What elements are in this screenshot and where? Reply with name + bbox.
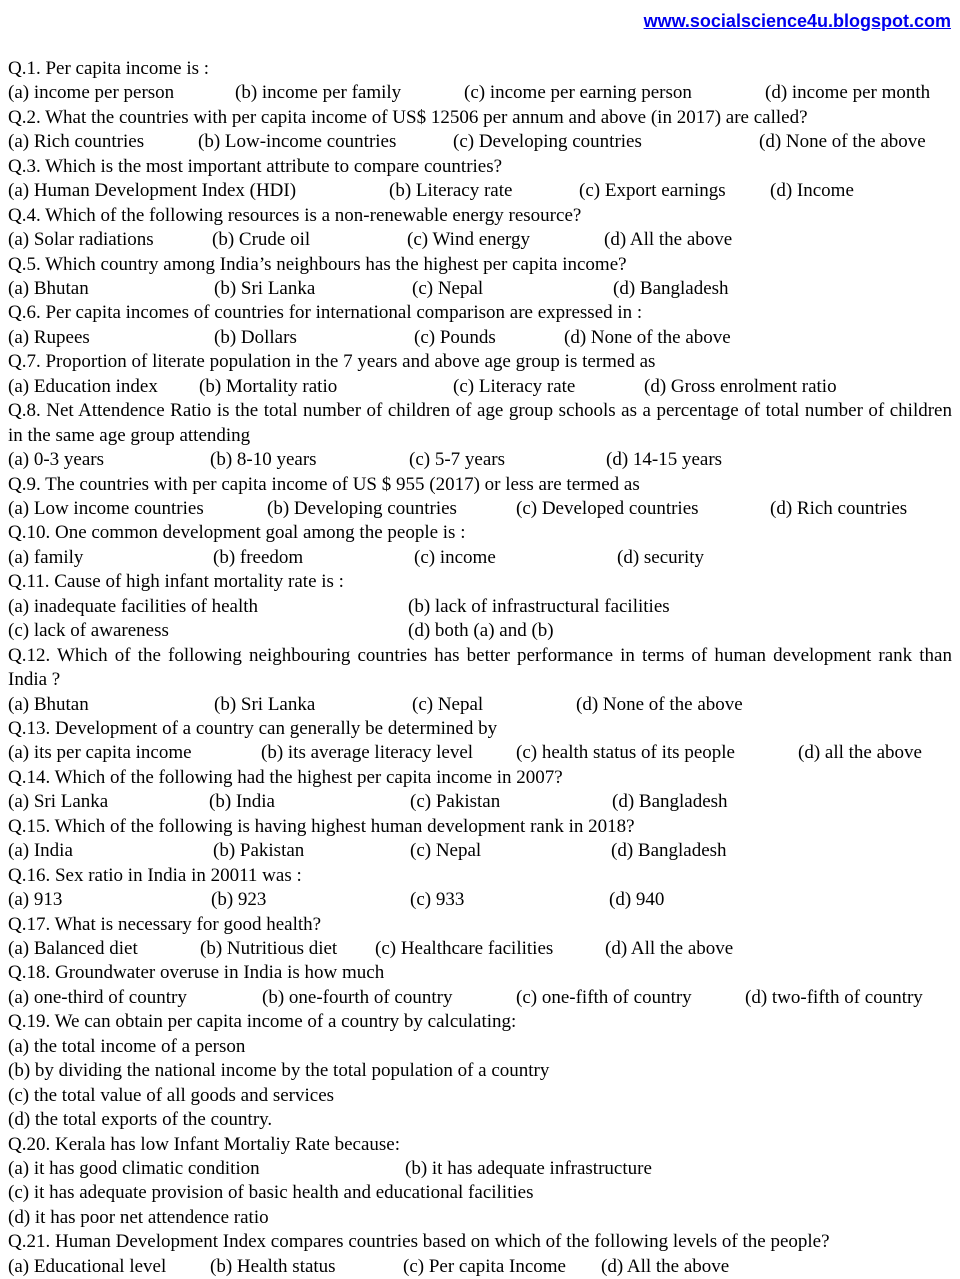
option-a: (a) 913	[8, 889, 63, 911]
option-d: (d) None of the above	[564, 326, 731, 348]
option-d: (d) Bangladesh	[611, 840, 727, 862]
question-16: Q.16. Sex ratio in India in 20011 was :	[8, 864, 302, 886]
option-c: (c) it has adequate provision of basic health and educational facilities	[8, 1182, 534, 1204]
option-b: (b) Crude oil	[212, 229, 311, 251]
option-c: (c) Nepal	[412, 693, 484, 715]
options-9	[8, 497, 952, 521]
option-a: (a) Rupees	[8, 326, 90, 348]
option-d: (d) the total exports of the country.	[8, 1109, 273, 1131]
option-a: (a) its per capita income	[8, 742, 192, 764]
options-15	[8, 839, 952, 863]
question-18: Q.18. Groundwater overuse in India is how much	[8, 962, 385, 984]
option-a: (a) family	[8, 546, 84, 568]
option-a: (a) Bhutan	[8, 693, 89, 715]
site-link[interactable]: www.socialscience4u.blogspot.com	[643, 11, 951, 31]
option-b: (b) lack of infrastructural facilities	[408, 595, 670, 617]
option-b: (b) its average literacy level	[261, 742, 474, 764]
question-1: Q.1. Per capita income is :	[8, 58, 210, 79]
option-a: (a) India	[8, 840, 73, 862]
option-c: (c) Healthcare facilities	[375, 938, 554, 960]
option-b: (b) Health status	[210, 1255, 336, 1277]
question-15: Q.15. Which of the following is having highest human development rank in 2018?	[8, 815, 635, 837]
option-a: (a) income per person	[8, 82, 175, 104]
option-d: (d) Gross enrolment ratio	[644, 375, 837, 397]
options-17	[8, 937, 952, 961]
option-d: (d) All the above	[601, 1255, 730, 1277]
option-a: (a) Rich countries	[8, 131, 145, 153]
option-c: (c) Nepal	[410, 840, 482, 862]
option-a: (a) Education index	[8, 375, 158, 397]
option-a: (a) Solar radiations	[8, 229, 154, 251]
question-4: Q.4. Which of the following resources is a non-renewable energy resource?	[8, 204, 582, 226]
option-d: (d) all the above	[798, 742, 922, 764]
option-a: (a) 0-3 years	[8, 449, 105, 471]
option-b: (b) Developing countries	[267, 498, 457, 520]
options-3	[8, 179, 952, 203]
option-d: (d) Bangladesh	[612, 791, 728, 813]
option-c: (c) the total value of all goods and services	[8, 1084, 335, 1106]
options-1	[8, 81, 952, 105]
option-b: (b) Mortality ratio	[199, 375, 338, 397]
option-c: (c) Export earnings	[579, 180, 726, 202]
options-11-row-2	[8, 619, 952, 643]
question-2: Q.2. What the countries with per capita income of US$ 12506 per annum and above (in 2017) are called?	[8, 106, 808, 128]
question-13: Q.13. Development of a country can generally be determined by	[8, 718, 498, 740]
option-b: (b) Sri Lanka	[214, 278, 316, 300]
question-11: Q.11. Cause of high infant mortality rate is :	[8, 571, 344, 593]
question-7: Q.7. Proportion of literate population in the 7 years and above age group is termed as	[8, 351, 656, 373]
option-d: (d) both (a) and (b)	[408, 620, 554, 642]
question-8: Q.8. Net Attendence Ratio is the total number of children of age group schools as a percentage of total number of children in the same age group attending	[8, 400, 952, 446]
question-list	[8, 57, 952, 1279]
option-b: (b) Nutritious diet	[200, 938, 338, 960]
option-d: (d) it has poor net attendence ratio	[8, 1206, 269, 1228]
option-c: (c) income per earning person	[464, 82, 692, 104]
options-8	[8, 448, 952, 472]
option-b: (b) Dollars	[214, 326, 297, 348]
option-d: (d) All the above	[605, 938, 734, 960]
option-c: (c) 5-7 years	[409, 449, 506, 471]
option-c: (c) Developing countries	[453, 131, 642, 153]
option-d: (d) Bangladesh	[613, 278, 729, 300]
option-d: (d) income per month	[765, 82, 931, 104]
option-c: (c) Pounds	[414, 326, 496, 348]
option-b: (b) by dividing the national income by the total population of a country	[8, 1060, 550, 1082]
option-a: (a) one-third of country	[8, 986, 187, 1008]
option-c: (c) health status of its people	[516, 742, 735, 764]
options-2	[8, 130, 952, 154]
question-19: Q.19. We can obtain per capita income of a country by calculating:	[8, 1011, 517, 1033]
option-b: (b) freedom	[213, 546, 304, 568]
options-20-row-1	[8, 1157, 952, 1181]
options-14	[8, 790, 952, 814]
option-c: (c) Pakistan	[410, 791, 501, 813]
question-21: Q.21. Human Development Index compares countries based on which of the following levels of the people?	[8, 1231, 830, 1253]
option-d: (d) Income	[770, 180, 854, 202]
options-13	[8, 741, 952, 765]
option-a: (a) Sri Lanka	[8, 791, 109, 813]
option-c: (c) lack of awareness	[8, 620, 169, 642]
option-a: (a) Bhutan	[8, 278, 89, 300]
question-5: Q.5. Which country among India’s neighbours has the highest per capita income?	[8, 253, 627, 275]
option-d: (d) 940	[609, 889, 665, 911]
option-b: (b) Sri Lanka	[214, 693, 316, 715]
option-a: (a) Educational level	[8, 1255, 167, 1277]
option-d: (d) two-fifth of country	[745, 986, 923, 1008]
options-7	[8, 375, 952, 399]
options-12	[8, 693, 952, 717]
question-20: Q.20. Kerala has low Infant Mortaliy Rate because:	[8, 1133, 401, 1155]
option-b: (b) income per family	[235, 82, 402, 104]
option-a: (a) the total income of a person	[8, 1035, 246, 1057]
option-a: (a) Low income countries	[8, 498, 204, 520]
options-11-row-1	[8, 595, 952, 619]
option-a: (a) Balanced diet	[8, 938, 138, 960]
option-b: (b) Pakistan	[213, 840, 305, 862]
option-c: (c) Nepal	[412, 278, 484, 300]
option-d: (d) None of the above	[576, 693, 743, 715]
option-a: (a) inadequate facilities of health	[8, 595, 259, 617]
options-16	[8, 888, 952, 912]
option-a: (a) it has good climatic condition	[8, 1158, 260, 1180]
options-6	[8, 326, 952, 350]
option-c: (c) Literacy rate	[453, 375, 576, 397]
option-d: (d) security	[617, 546, 705, 568]
option-c: (c) Wind energy	[407, 229, 531, 251]
option-d: (d) All the above	[604, 229, 733, 251]
options-5	[8, 277, 952, 301]
question-14: Q.14. Which of the following had the highest per capita income in 2007?	[8, 766, 563, 788]
question-3: Q.3. Which is the most important attribute to compare countries?	[8, 155, 503, 177]
option-d: (d) 14-15 years	[606, 449, 723, 471]
options-10	[8, 546, 952, 570]
question-12: Q.12. Which of the following neighbouring countries has better performance in terms of human development rank than India ?	[8, 644, 952, 691]
question-17: Q.17. What is necessary for good health?	[8, 913, 322, 935]
options-18	[8, 986, 952, 1010]
question-6: Q.6. Per capita incomes of countries for international comparison are expressed in :	[8, 302, 643, 324]
option-b: (b) it has adequate infrastructure	[405, 1158, 652, 1180]
option-c: (c) income	[414, 546, 496, 568]
option-b: (b) India	[209, 791, 275, 813]
option-d: (d) Rich countries	[770, 498, 908, 520]
options-21	[8, 1255, 952, 1279]
question-10: Q.10. One common development goal among the people is :	[8, 522, 466, 544]
option-c: (c) one-fifth of country	[516, 986, 692, 1008]
options-4	[8, 228, 952, 252]
option-b: (b) 923	[211, 889, 267, 911]
option-b: (b) Literacy rate	[389, 180, 513, 202]
option-a: (a) Human Development Index (HDI)	[8, 180, 297, 202]
option-c: (c) Developed countries	[516, 498, 699, 520]
option-b: (b) Low-income countries	[198, 131, 397, 153]
option-b: (b) one-fourth of country	[262, 986, 453, 1008]
option-b: (b) 8-10 years	[210, 449, 317, 471]
option-c: (c) 933	[410, 889, 465, 911]
question-9: Q.9. The countries with per capita income of US $ 955 (2017) or less are termed as	[8, 473, 640, 495]
option-d: (d) None of the above	[759, 131, 926, 153]
option-c: (c) Per capita Income	[403, 1255, 566, 1277]
